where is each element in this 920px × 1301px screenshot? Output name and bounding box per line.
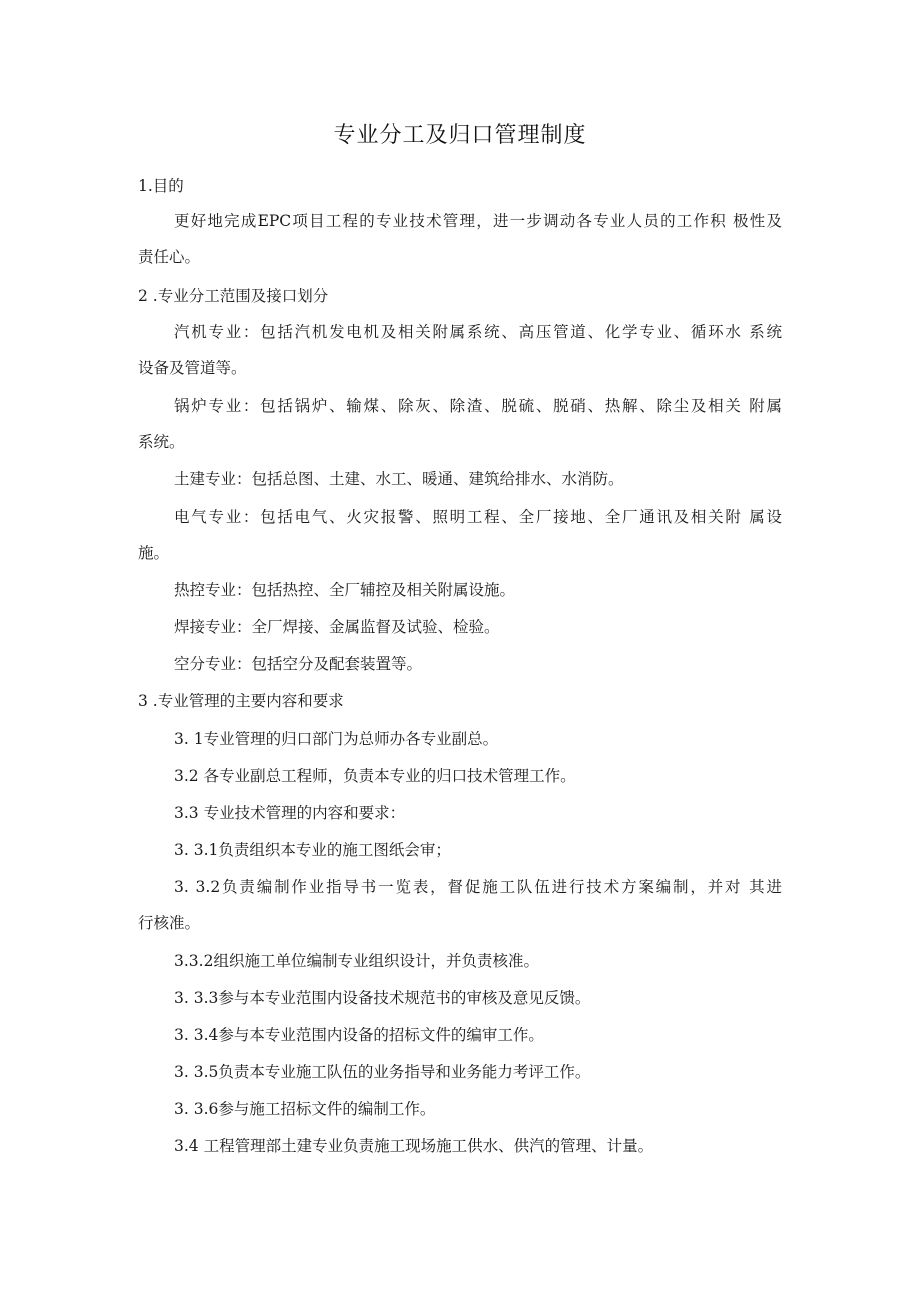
paragraph-line: 更好地完成EPC项目工程的专业技术管理，进一步调动各专业人员的工作积 极性及 [174,212,782,230]
paragraph-line: 3. 3.6参与施工招标文件的编制工作。 [174,1100,436,1118]
paragraph-line: 3. 3.4参与本专业范围内设备的招标文件的编审工作。 [174,1026,544,1044]
paragraph-line: 3.3.2组织施工单位编制专业组织设计，并负责核准。 [174,952,539,970]
paragraph-line: 系统。 [138,433,185,451]
paragraph-line: 空分专业：包括空分及配套装置等。 [174,655,423,673]
paragraph-line: 热控专业：包括热控、全厂辅控及相关附属设施。 [174,581,516,599]
paragraph-line: 土建专业：包括总图、土建、水工、暖通、建筑给排水、水消防。 [174,470,624,488]
paragraph-line: 3. 3.1负责组织本专业的施工图纸会审； [174,841,451,859]
paragraph-line: 3.3 专业技术管理的内容和要求： [174,804,406,822]
paragraph-line: 3.2 各专业副总工程师，负责本专业的归口技术管理工作。 [174,767,576,785]
paragraph-line: 锅炉专业：包括锅炉、输煤、除灰、除渣、脱硫、脱硝、热解、除尘及相关 附属 [174,397,782,415]
paragraph-line: 焊接专业：全厂焊接、金属监督及试验、检验。 [174,618,500,636]
paragraph-line: 设备及管道等。 [138,359,247,377]
document-title: 专业分工及归口管理制度 [333,123,587,148]
paragraph-line: 3. 3.2负责编制作业指导书一览表，督促施工队伍进行技术方案编制，并对 其进 [174,878,782,896]
paragraph-line: 汽机专业：包括汽机发电机及相关附属系统、高压管道、化学专业、循环水 系统 [174,323,782,341]
paragraph-line: 行核准。 [138,914,201,932]
paragraph-line: 3. 1专业管理的归口部门为总师办各专业副总。 [174,730,499,748]
paragraph-line: 电气专业：包括电气、火灾报警、照明工程、全厂接地、全厂通讯及相关附 属设 [174,508,782,526]
section-heading-management: 3 .专业管理的主要内容和要求 [138,692,344,710]
section-heading-division: 2 .专业分工范围及接口划分 [138,287,329,305]
section-heading-purpose: 1.目的 [138,177,184,195]
paragraph-line: 3.4 工程管理部土建专业负责施工现场施工供水、供汽的管理、计量。 [174,1137,654,1155]
paragraph-line: 责任心。 [138,248,201,266]
paragraph-line: 3. 3.5负责本专业施工队伍的业务指导和业务能力考评工作。 [174,1063,591,1081]
paragraph-line: 施。 [138,544,170,562]
paragraph-line: 3. 3.3参与本专业范围内设备技术规范书的审核及意见反馈。 [174,989,591,1007]
